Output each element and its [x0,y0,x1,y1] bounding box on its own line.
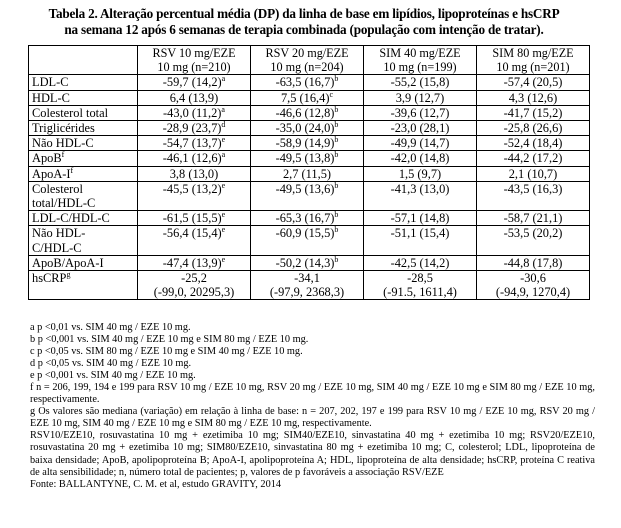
row-label [29,90,138,105]
footnote-marker: b [334,150,339,160]
value-text: 2,1 (10,7) [508,166,558,181]
footnote-marker: b [334,135,339,145]
table-row [29,166,590,181]
footnote-marker: a [221,150,226,160]
footnote-marker: e [221,180,226,190]
row-label-text: C/HDL-C [32,240,82,255]
row-label [29,166,138,181]
value-text: -23,0 (28,1) [390,121,450,136]
value-text: -57,1 (14,8) [390,211,450,226]
value-text: -63,5 (16,7) [275,75,335,90]
value-cell [364,105,477,120]
value-text: -60,9 (15,5) [275,226,335,241]
value-cell [364,211,477,226]
footnote-marker: e [221,210,226,220]
value-text: -53,5 (20,2) [503,226,563,241]
value-cell [477,105,590,120]
footnote-marker: b [334,225,339,235]
footnote-marker: a [221,74,226,84]
value-text: 6,4 (13,9) [169,90,219,105]
value-text: -49,5 (13,6) [275,181,335,196]
footnote-marker: e [221,254,226,264]
value-text: -41,3 (13,0) [390,181,450,196]
value-cell [138,226,251,255]
value-cell [138,121,251,136]
row-label-text: HDL-C [32,90,70,105]
value-cell [364,166,477,181]
footnote: g Os valores são mediana (variação) em relação à linha de base: n = 207, 202, 197 e 199 para RSV 10 mg / EZE 10 mg, RSV 20 mg / EZE 10 mg, SIM 40 mg / EZE 10 mg e SIM 80 mg / EZE 10 mg, respectivamente. [30,406,595,430]
value-cell [138,181,251,210]
value-cell [477,151,590,166]
value-cell [477,136,590,151]
value-cell [251,151,364,166]
value-cell [138,90,251,105]
value-text: -59,7 (14,2) [162,75,222,90]
row-label-text: Colesterol total [32,105,109,120]
footnote: e p <0,001 vs. SIM 40 mg / EZE 10 mg. [30,370,196,382]
value-cell [251,211,364,226]
value-text: -45,5 (13,2) [162,181,222,196]
column-header-sim80 [477,46,590,75]
value-text: 2,7 (11,5) [282,166,332,181]
value-cell [477,181,590,210]
value-text: -50,2 (14,3) [275,255,335,270]
column-header-rsv10 [138,46,251,75]
footnote: d p <0,05 vs. SIM 40 mg / EZE 10 mg. [30,358,192,370]
value-cell [477,271,590,300]
table-row [29,211,590,226]
footnote: RSV10/EZE10, rosuvastatina 10 mg + ezetimiba 10 mg; SIM40/EZE10, sinvastatina 40 mg + ezetimiba 10 mg; RSV20/EZE10, rosuvastatina 20 mg + ezetimiba 10 mg; SIM80/EZE10, sinvastatina 80 mg + ezetimiba 10 mg; C, colesterol; LDL, lipoproteína de baixa densidade; ApoB, apolipoproteína B; ApoA-I, apolipoproteína A; HDL, lipoproteína de alta densidade; hsCRP, proteína C reativa de alta sensibilidade; n, número total de pacientes; p, valores de p favoráveis a associação RSV/EZE [30,430,595,478]
row-label [29,226,138,255]
table-title [24,6,584,37]
footnote-marker: b [334,180,339,190]
value-text: -43,0 (11,2) [163,105,222,120]
row-label [29,75,138,90]
column-header-sim40 [364,46,477,75]
value-cell [477,166,590,181]
value-cell [251,166,364,181]
value-text: -51,1 (15,4) [390,226,450,241]
column-header-line: SIM 40 mg/EZE [379,46,461,60]
footnote-marker: f [70,165,74,175]
table-title-line: Tabela 2. Alteração percentual média (DP) da linha de base em lipídios, lipoproteínas e hsCRP [48,6,560,21]
value-text: -39,6 (12,7) [390,105,450,120]
value-text: -52,4 (18,4) [503,136,563,151]
value-cell [138,151,251,166]
footnote: Fonte: BALLANTYNE, C. M. et al, estudo GRAVITY, 2014 [30,478,282,490]
value-text: -42,5 (14,2) [390,255,450,270]
footnote-marker: e [221,225,226,235]
value-text: -25,8 (26,6) [503,121,563,136]
row-label [29,255,138,270]
value-cell [251,105,364,120]
table-row [29,75,590,90]
header-empty-cell [29,46,138,75]
value-text: 7,5 (16,4) [280,90,330,105]
footnote-marker: f [61,150,65,160]
value-text: -57,4 (20,5) [503,75,563,90]
value-text: -58,7 (21,1) [503,211,563,226]
table-row [29,181,590,210]
value-text: -43,5 (16,3) [503,181,563,196]
value-cell [251,90,364,105]
footnote: f n = 206, 199, 194 e 199 para RSV 10 mg / EZE 10 mg, RSV 20 mg / EZE 10 mg, SIM 40 mg / EZE 10 mg e SIM 80 mg / EZE 10 mg, respectivamente. [30,382,595,406]
table-row [29,105,590,120]
table-row [29,226,590,255]
value-cell [364,181,477,210]
value-text: -65,3 (16,7) [275,211,335,226]
value-text: -47,4 (13,9) [162,255,222,270]
column-header-line: RSV 20 mg/EZE [265,46,349,60]
row-label-text: LDL-C [32,75,69,90]
table-row [29,255,590,270]
value-text: -30,6 [520,271,546,286]
value-cell [364,90,477,105]
footnotes [30,322,595,491]
value-cell [477,211,590,226]
table-row [29,136,590,151]
row-label-text: total/HDL-C [32,196,96,211]
footnote-marker: a [221,104,225,114]
row-label [29,105,138,120]
row-label-text: Triglicérides [32,121,95,136]
column-header-line: 10 mg (n=204) [270,60,344,75]
value-cell [364,151,477,166]
value-cell [364,75,477,90]
value-cell [251,75,364,90]
footnote-marker: e [221,135,226,145]
value-text: -61,5 (15,5) [162,211,222,226]
value-text: -44,8 (17,8) [503,255,563,270]
column-header-line: 10 mg (n=201) [496,60,570,75]
results-table [28,45,590,300]
value-text: -56,4 (15,4) [162,226,222,241]
value-text: -44,2 (17,2) [503,151,563,166]
row-label [29,211,138,226]
value-text: 4,3 (12,6) [508,90,558,105]
value-text: 1,5 (9,7) [398,166,442,181]
table-row [29,151,590,166]
row-label [29,271,138,300]
footnote-marker: b [334,74,339,84]
value-cell [477,90,590,105]
value-text: 3,9 (12,7) [395,90,445,105]
footnote-marker: d [221,119,226,129]
value-cell [477,226,590,255]
table-row [29,90,590,105]
column-header-line: 10 mg (n=210) [157,60,231,75]
row-label-text: ApoA-I [32,166,71,181]
value-text: -46,1 (12,6) [162,151,222,166]
value-cell [364,136,477,151]
row-label-text: LDL-C/HDL-C [32,211,110,226]
row-label-text: hsCRP [32,271,67,286]
row-label-text: Não HDL- [32,226,86,241]
value-cell [477,75,590,90]
value-cell [251,255,364,270]
footnote-marker: b [334,104,339,114]
value-text: (-94,9, 1270,4) [495,285,571,300]
value-cell [477,255,590,270]
value-cell [251,226,364,255]
value-text: -49,9 (14,7) [390,136,450,151]
row-label-text: ApoB/ApoA-I [32,255,104,270]
column-header-line: RSV 10 mg/EZE [152,46,236,60]
value-cell [138,105,251,120]
value-text: -46,6 (12,8) [275,105,335,120]
value-cell [138,136,251,151]
value-text: (-99,0, 20295,3) [153,285,235,300]
table-row [29,121,590,136]
footnote: a p <0,01 vs. SIM 40 mg / EZE 10 mg. [30,322,191,333]
table-header-row [29,46,590,75]
value-text: -25,2 [181,271,207,286]
value-cell [251,181,364,210]
row-label [29,121,138,136]
value-text: -41,7 (15,2) [503,105,563,120]
value-cell [138,211,251,226]
value-text: -54,7 (13,7) [162,136,222,151]
value-text: -55,2 (15,8) [390,75,450,90]
value-cell [364,255,477,270]
value-text: (-97,9, 2368,3) [269,285,345,300]
value-cell [138,255,251,270]
table-row [29,271,590,300]
footnote-marker: b [334,119,339,129]
row-label [29,181,138,210]
footnote-marker: g [66,269,71,279]
value-cell [138,75,251,90]
footnote-marker: b [334,210,339,220]
value-text: -49,5 (13,8) [275,151,335,166]
value-text: (-91.5, 1611,4) [383,285,457,300]
row-label [29,136,138,151]
value-cell [364,226,477,255]
value-cell [477,121,590,136]
footnote: c p <0,05 vs. SIM 80 mg / EZE 10 mg e SIM 40 mg / EZE 10 mg. [30,346,303,358]
column-header-line: SIM 80 mg/EZE [492,46,574,60]
value-text: -42,0 (14,8) [390,151,450,166]
table-title-line: na semana 12 após 6 semanas de terapia combinada (população com intenção de tratar). [64,21,544,37]
column-header-line: 10 mg (n=199) [383,60,457,75]
value-cell [251,121,364,136]
value-text: -34,1 [294,271,320,286]
footnote: b p <0,001 vs. SIM 40 mg / EZE 10 mg e SIM 80 mg / EZE 10 mg. [30,334,309,346]
row-label-text: Não HDL-C [32,136,94,151]
value-text: -58,9 (14,9) [275,136,335,151]
value-text: -28,9 (23,7) [162,121,222,136]
value-text: -35,0 (24,0) [275,121,335,136]
value-text: -28,5 [407,271,433,286]
value-cell [251,136,364,151]
value-cell [364,271,477,300]
footnote-marker: b [334,254,339,264]
value-cell [251,271,364,300]
row-label-text: ApoB [32,151,62,166]
row-label [29,151,138,166]
value-cell [138,271,251,300]
value-cell [364,121,477,136]
footnote-marker: c [329,89,334,99]
value-cell [138,166,251,181]
column-header-rsv20 [251,46,364,75]
row-label-text: Colesterol [32,181,83,196]
value-text: 3,8 (13,0) [169,166,219,181]
